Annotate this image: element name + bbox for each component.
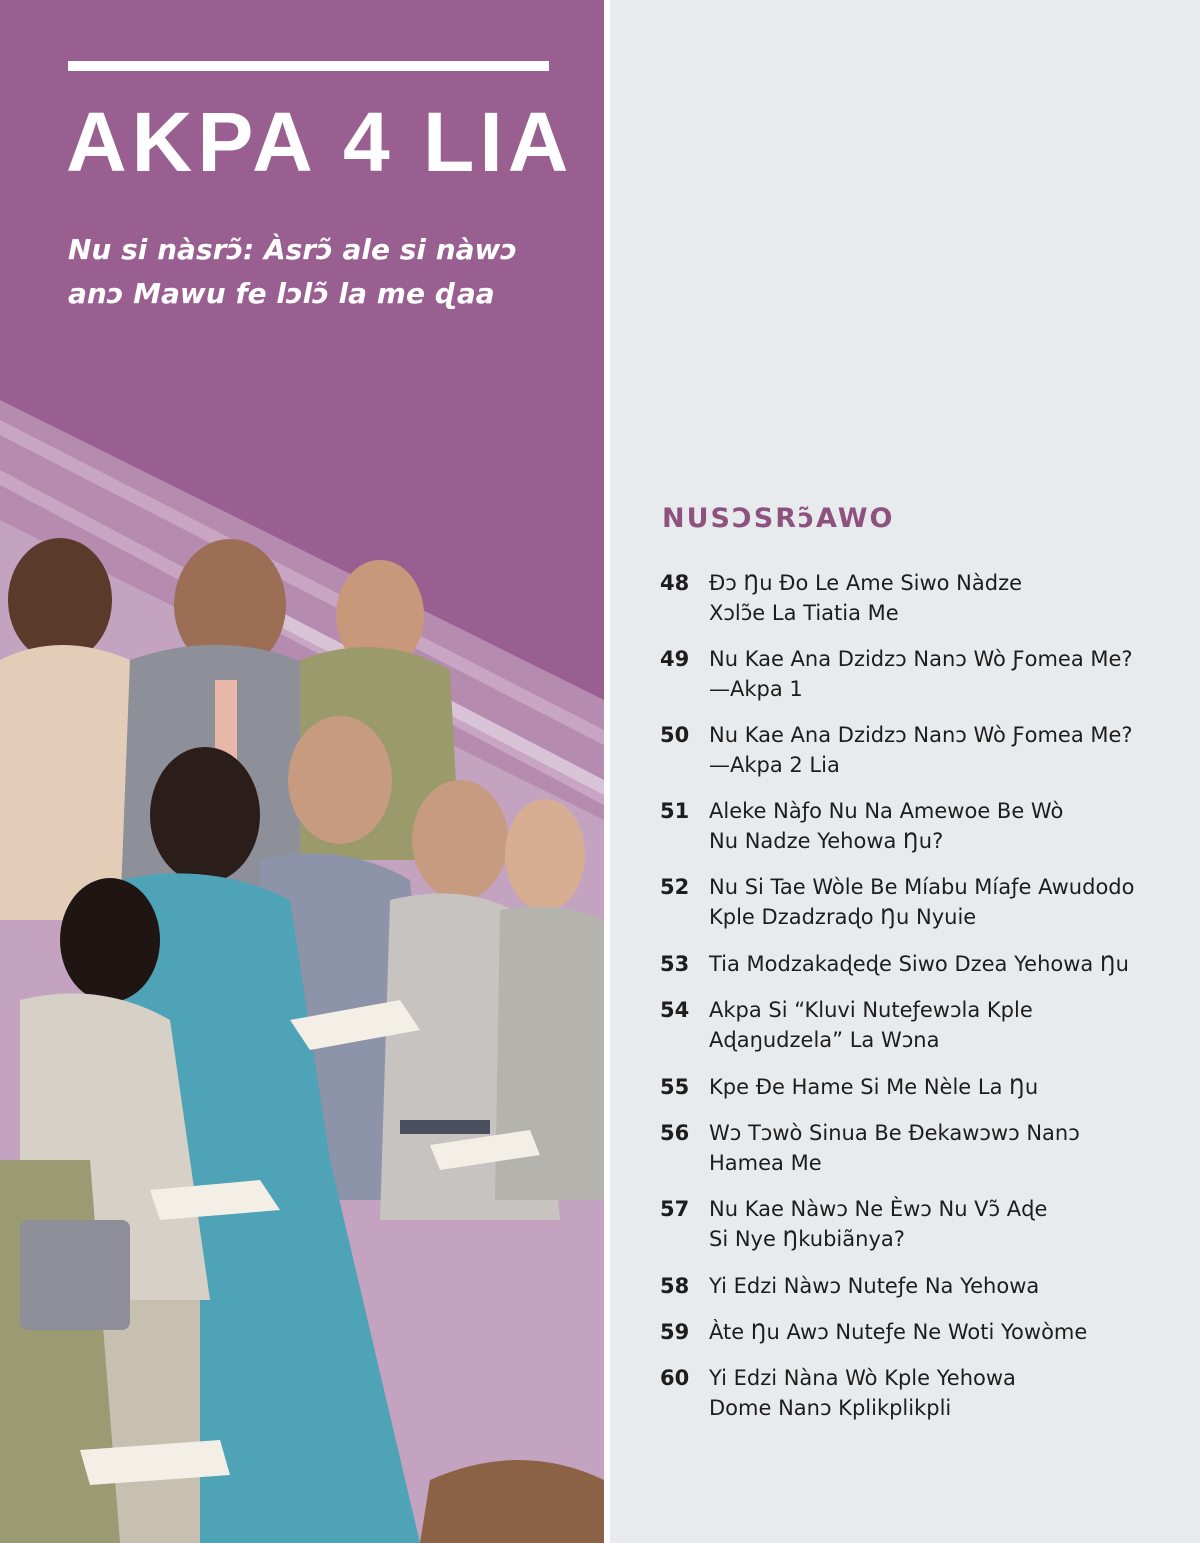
lesson-title-line: Àte Ŋu Awɔ Nuteƒe Ne Woti Yowòme [709, 1320, 1088, 1344]
person-head [150, 747, 260, 883]
lesson-title-line: Aleke Nàƒo Nu Na Amewoe Be Wò [709, 799, 1064, 823]
part-subtitle [68, 228, 578, 316]
lesson-number: 60 [660, 1366, 690, 1390]
lesson-title-line: Xɔlɔ̃e La Tiatia Me [709, 601, 899, 625]
lesson-number: 49 [660, 647, 690, 671]
handbag [20, 1220, 130, 1330]
lesson-title [709, 644, 1159, 704]
lesson-number: 58 [660, 1274, 690, 1298]
lesson-title-line: Wɔ Tɔwò Sinua Be Ðekawɔwɔ Nanɔ [709, 1121, 1080, 1145]
lesson-title-line: Dome Nanɔ Kplikplikpli [709, 1396, 952, 1420]
lesson-title [709, 720, 1159, 780]
lesson-title-line: Ðɔ Ŋu Ðo Le Ame Siwo Nàdze [709, 571, 1023, 595]
lesson-title [709, 872, 1159, 932]
lesson-title [709, 1363, 1159, 1423]
lesson-number: 53 [660, 952, 690, 976]
title-rule [68, 61, 549, 71]
lesson-title-line: Nu Si Tae Wòle Be Míabu Míaƒe Awudodo [709, 875, 1135, 899]
lesson-number: 54 [660, 998, 690, 1022]
person-head [60, 878, 160, 1002]
lesson-title-line: Kple Dzadzraɖo Ŋu Nyuie [709, 905, 977, 929]
lesson-title-line: Tia Modzakaɖeɖe Siwo Dzea Yehowa Ŋu [709, 952, 1129, 976]
panel-divider [604, 0, 610, 1543]
lesson-title [709, 796, 1159, 856]
lesson-number: 55 [660, 1075, 690, 1099]
lesson-title [709, 1072, 1159, 1102]
lesson-number: 59 [660, 1320, 690, 1344]
lesson-title-line: Nu Nadze Yehowa Ŋu? [709, 829, 944, 853]
lesson-title [709, 995, 1159, 1055]
lesson-number: 50 [660, 723, 690, 747]
lesson-title-line: Nu Kae Ana Dzidzɔ Nanɔ Wò Ƒomea Me? [709, 723, 1133, 747]
lesson-number: 57 [660, 1197, 690, 1221]
lesson-title-line: Hamea Me [709, 1151, 822, 1175]
lesson-title [709, 1317, 1159, 1347]
lesson-number: 52 [660, 875, 690, 899]
lesson-title-line: Kpe Ðe Hame Si Me Nèle La Ŋu [709, 1075, 1039, 1099]
lesson-number: 48 [660, 571, 690, 595]
lesson-title [709, 1271, 1159, 1301]
person-head [288, 716, 392, 844]
lesson-title [709, 949, 1159, 979]
person-head [412, 780, 508, 900]
lesson-number: 51 [660, 799, 690, 823]
lesson-number: 56 [660, 1121, 690, 1145]
subtitle-line: Nu si nàsrɔ̃: Àsrɔ̃ ale si nàwɔ [68, 233, 517, 266]
part-title: AKPA 4 LIA [66, 95, 574, 189]
congregation-illustration [0, 400, 604, 1543]
tablet-device [400, 1120, 490, 1134]
lesson-title-line: Nu Kae Ana Dzidzɔ Nanɔ Wò Ƒomea Me? [709, 647, 1133, 671]
lesson-title-line: Akpa Si “Kluvi Nuteƒewɔla Kple [709, 998, 1033, 1022]
lesson-title-line: Yi Edzi Nàwɔ Nuteƒe Na Yehowa [709, 1274, 1040, 1298]
lesson-title-line: Si Nye Ŋkubiãnya? [709, 1227, 905, 1251]
lesson-title [709, 568, 1159, 628]
person-head [8, 538, 112, 662]
lesson-title [709, 1118, 1159, 1178]
lesson-title-line: —Akpa 1 [709, 677, 803, 701]
toc-heading: NUSƆSRɔ̃AWO [662, 503, 895, 534]
lesson-title-line: —Akpa 2 Lia [709, 753, 840, 777]
lesson-title-line: Yi Edzi Nàna Wò Kple Yehowa [709, 1366, 1016, 1390]
lesson-title [709, 1194, 1159, 1254]
lesson-title-line: Aɖaŋudzela” La Wɔna [709, 1028, 940, 1052]
lesson-title-line: Nu Kae Nàwɔ Ne Èwɔ Nu Vɔ̃ Aɖe [709, 1197, 1048, 1221]
person-head [505, 799, 585, 911]
subtitle-line: anɔ Mawu fe lɔlɔ̃ la me ɖaa [68, 277, 495, 310]
